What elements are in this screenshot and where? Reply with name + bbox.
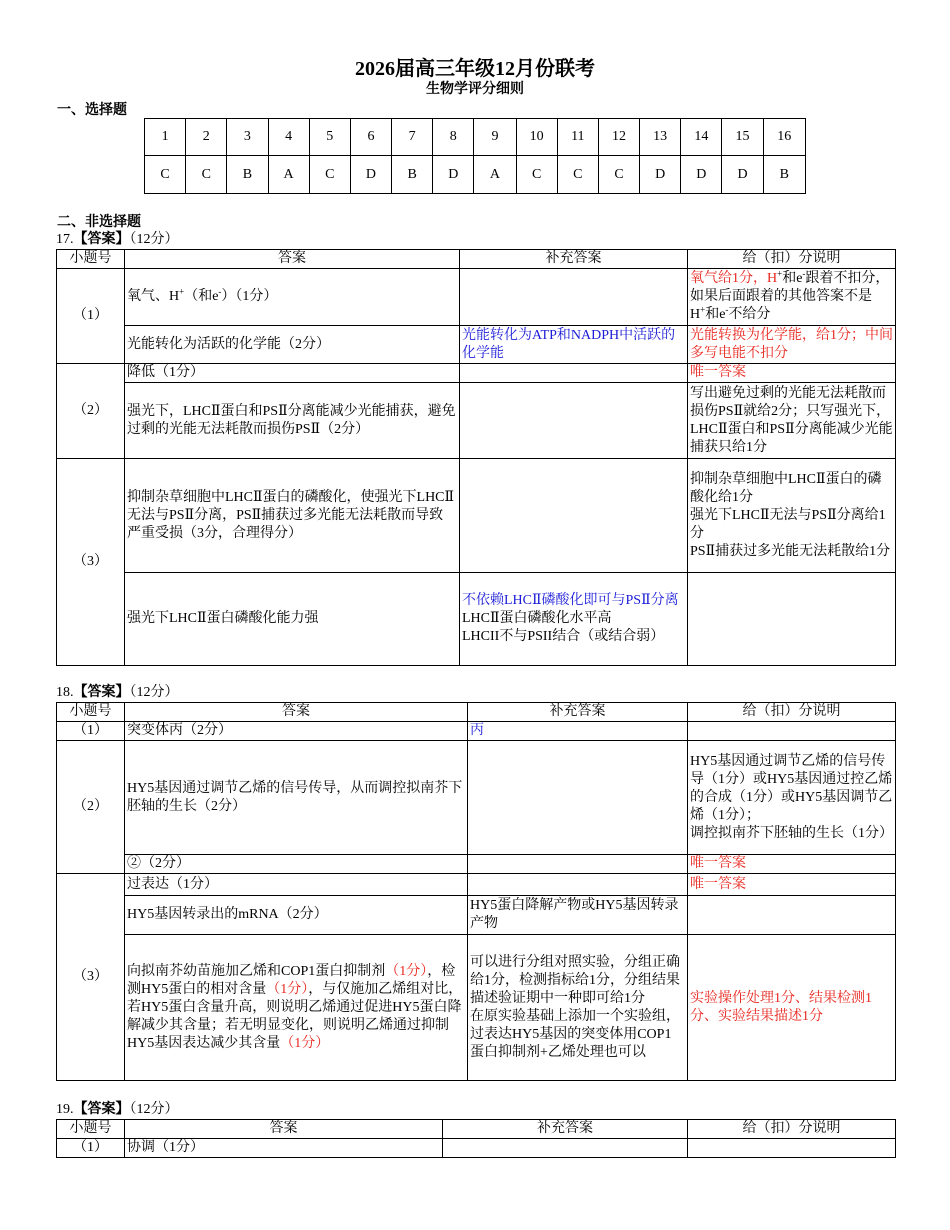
table-row: [57, 1139, 896, 1158]
question-number: 9: [474, 119, 516, 156]
table-row: [57, 935, 896, 1081]
choice-number-row: [145, 119, 806, 156]
answer-cell: 抑制杂草细胞中LHCⅡ蛋白的磷酸化，使强光下LHCⅡ无法与PSⅡ分离，PSⅡ捕获过多光能无法耗散而导致严重受损（3分，合理得分）: [125, 459, 460, 573]
q17-header-row: [57, 250, 896, 269]
supplement-cell: 光能转化为ATP和NADPH中活跃的化学能: [460, 326, 688, 364]
header-supplement: 补充答案: [468, 703, 688, 722]
section-nonchoice-heading: 二、非选择题: [57, 215, 141, 230]
header-supplement: 补充答案: [460, 250, 688, 269]
q17-heading: [56, 232, 179, 248]
choice-answer: C: [309, 156, 350, 194]
answer-cell: HY5基因转录出的mRNA（2分）: [125, 896, 468, 935]
scoring-note-cell: 唯一答案: [688, 855, 896, 874]
q18-number: 18.: [56, 685, 74, 700]
header-scoring-note: 给（扣）分说明: [688, 250, 896, 269]
table-row: [57, 326, 896, 364]
question-number: 6: [350, 119, 391, 156]
question-number: 3: [227, 119, 268, 156]
supplement-cell: [460, 459, 688, 573]
header-subquestion: 小题号: [57, 1120, 125, 1139]
question-number: 14: [681, 119, 722, 156]
answer-cell: 突变体丙（2分）: [125, 722, 468, 741]
choice-answer: B: [227, 156, 268, 194]
supplement-cell: 可以进行分组对照实验，分组正确给1分，检测指标给1分，分组结果描述验证期中一种即可给1分 在原实验基础上添加一个实验组，过表达HY5基因的突变体用COP1蛋白抑制剂+乙烯处理也可以: [468, 935, 688, 1081]
subquestion-label: （2）: [57, 364, 125, 459]
choice-answer: C: [557, 156, 598, 194]
table-row: [57, 269, 896, 326]
scoring-note-cell: [688, 896, 896, 935]
choice-answer: B: [763, 156, 805, 194]
question-number: 7: [392, 119, 433, 156]
scoring-note-cell: 实验操作处理1分、结果检测1分、实验结果描述1分: [688, 935, 896, 1081]
answer-cell: 降低（1分）: [125, 364, 460, 383]
supplement-cell: HY5蛋白降解产物或HY5基因转录产物: [468, 896, 688, 935]
scoring-note-cell: 唯一答案: [688, 364, 896, 383]
answer-cell: HY5基因通过调节乙烯的信号传导，从而调控拟南芥下胚轴的生长（2分）: [125, 741, 468, 855]
q18-label: 【答案】: [73, 685, 130, 700]
scoring-note-cell: 氧气给1分，H+和e-跟着不扣分，如果后面跟着的其他答案不是H+和e-不给分: [688, 269, 896, 326]
supplement-cell: [468, 874, 688, 896]
supplement-cell: 不依赖LHCⅡ磷酸化即可与PSⅡ分离 LHCⅡ蛋白磷酸化水平高 LHCII不与PSII结合（或结合弱）: [460, 573, 688, 666]
table-row: [57, 741, 896, 855]
choice-answer: D: [350, 156, 391, 194]
answer-cell: 强光下，LHCⅡ蛋白和PSⅡ分离能减少光能捕获，避免过剩的光能无法耗散而损伤PSⅡ（2分）: [125, 383, 460, 459]
q19-header-row: [57, 1120, 896, 1139]
supplement-cell: [460, 269, 688, 326]
subquestion-label: （3）: [57, 874, 125, 1081]
section-choice-heading: 一、选择题: [57, 103, 127, 118]
supplement-cell: 丙: [468, 722, 688, 741]
question-number: 8: [433, 119, 474, 156]
question-number: 11: [557, 119, 598, 156]
question-number: 4: [268, 119, 309, 156]
table-row: [57, 855, 896, 874]
supplement-cell: [468, 741, 688, 855]
q18-heading: [56, 685, 179, 701]
supplement-cell: [443, 1139, 688, 1158]
choice-answer: D: [433, 156, 474, 194]
q17-table: [56, 249, 896, 666]
choice-answer: A: [474, 156, 516, 194]
header-subquestion: 小题号: [57, 703, 125, 722]
q18-score: （12分）: [129, 685, 179, 700]
choice-answer: D: [681, 156, 722, 194]
subquestion-label: （2）: [57, 741, 125, 874]
q18-header-row: [57, 703, 896, 722]
question-number: 1: [145, 119, 186, 156]
scoring-note-cell: 唯一答案: [688, 874, 896, 896]
scoring-note-cell: 抑制杂草细胞中LHCⅡ蛋白的磷酸化给1分 强光下LHCⅡ无法与PSⅡ分离给1分 PSⅡ捕获过多光能无法耗散给1分: [688, 459, 896, 573]
table-row: [57, 722, 896, 741]
q17-number: 17.: [56, 232, 74, 247]
scoring-note-cell: [688, 722, 896, 741]
q19-score: （12分）: [129, 1102, 179, 1117]
supplement-cell: [468, 855, 688, 874]
choice-answer: D: [722, 156, 763, 194]
header-scoring-note: 给（扣）分说明: [688, 703, 896, 722]
table-row: [57, 383, 896, 459]
subquestion-label: （1）: [57, 1139, 125, 1158]
header-subquestion: 小题号: [57, 250, 125, 269]
choice-answer: B: [392, 156, 433, 194]
answer-cell: 向拟南芥幼苗施加乙烯和COP1蛋白抑制剂（1分），检测HY5蛋白的相对含量（1分），与仅施加乙烯组对比，若HY5蛋白含量升高，则说明乙烯通过促进HY5蛋白降解减少其含量；若无明显变化，则说明乙烯通过抑制HY5基因表达减少其含量（1分）: [125, 935, 468, 1081]
table-row: [57, 364, 896, 383]
choice-answer: C: [186, 156, 227, 194]
answer-cell: 协调（1分）: [125, 1139, 443, 1158]
answer-cell: 光能转化为活跃的化学能（2分）: [125, 326, 460, 364]
choice-answer: C: [598, 156, 639, 194]
table-row: [57, 573, 896, 666]
choice-answer: A: [268, 156, 309, 194]
subquestion-label: （1）: [57, 722, 125, 741]
question-number: 5: [309, 119, 350, 156]
header-answer: 答案: [125, 250, 460, 269]
question-number: 2: [186, 119, 227, 156]
choice-answer: C: [516, 156, 557, 194]
question-number: 15: [722, 119, 763, 156]
scoring-note-cell: [688, 573, 896, 666]
header-supplement: 补充答案: [443, 1120, 688, 1139]
choice-answer: C: [145, 156, 186, 194]
answer-cell: 过表达（1分）: [125, 874, 468, 896]
subquestion-label: （3）: [57, 459, 125, 666]
scoring-note-cell: [688, 1139, 896, 1158]
page-title: 2026届高三年级12月份联考: [355, 58, 595, 80]
q19-table: [56, 1119, 896, 1158]
q19-label: 【答案】: [73, 1102, 130, 1117]
choice-answer: D: [640, 156, 681, 194]
scoring-note-cell: 写出避免过剩的光能无法耗散而损伤PSⅡ就给2分；只写强光下，LHCⅡ蛋白和PSⅡ分离能减少光能捕获只给1分: [688, 383, 896, 459]
scoring-note-cell: 光能转换为化学能，给1分；中间多写电能不扣分: [688, 326, 896, 364]
subquestion-label: （1）: [57, 269, 125, 364]
question-number: 10: [516, 119, 557, 156]
q17-label: 【答案】: [73, 232, 130, 247]
q18-table: [56, 702, 896, 1081]
supplement-cell: [460, 364, 688, 383]
q19-heading: [56, 1102, 179, 1118]
choice-answer-row: [145, 156, 806, 194]
question-number: 12: [598, 119, 639, 156]
header-scoring-note: 给（扣）分说明: [688, 1120, 896, 1139]
header-answer: 答案: [125, 703, 468, 722]
supplement-cell: [460, 383, 688, 459]
table-row: [57, 874, 896, 896]
answer-cell: ②（2分）: [125, 855, 468, 874]
answer-cell: 氧气、H+（和e-）（1分）: [125, 269, 460, 326]
question-number: 16: [763, 119, 805, 156]
question-number: 13: [640, 119, 681, 156]
table-row: [57, 896, 896, 935]
answer-cell: 强光下LHCⅡ蛋白磷酸化能力强: [125, 573, 460, 666]
scoring-note-cell: HY5基因通过调节乙烯的信号传导（1分）或HY5基因通过控乙烯的合成（1分）或HY5基因调节乙烯（1分）； 调控拟南芥下胚轴的生长（1分）: [688, 741, 896, 855]
table-row: [57, 459, 896, 573]
q17-score: （12分）: [129, 232, 179, 247]
choice-answer-table: [144, 118, 806, 194]
header-answer: 答案: [125, 1120, 443, 1139]
page-subtitle: 生物学评分细则: [426, 82, 524, 97]
q19-number: 19.: [56, 1102, 74, 1117]
